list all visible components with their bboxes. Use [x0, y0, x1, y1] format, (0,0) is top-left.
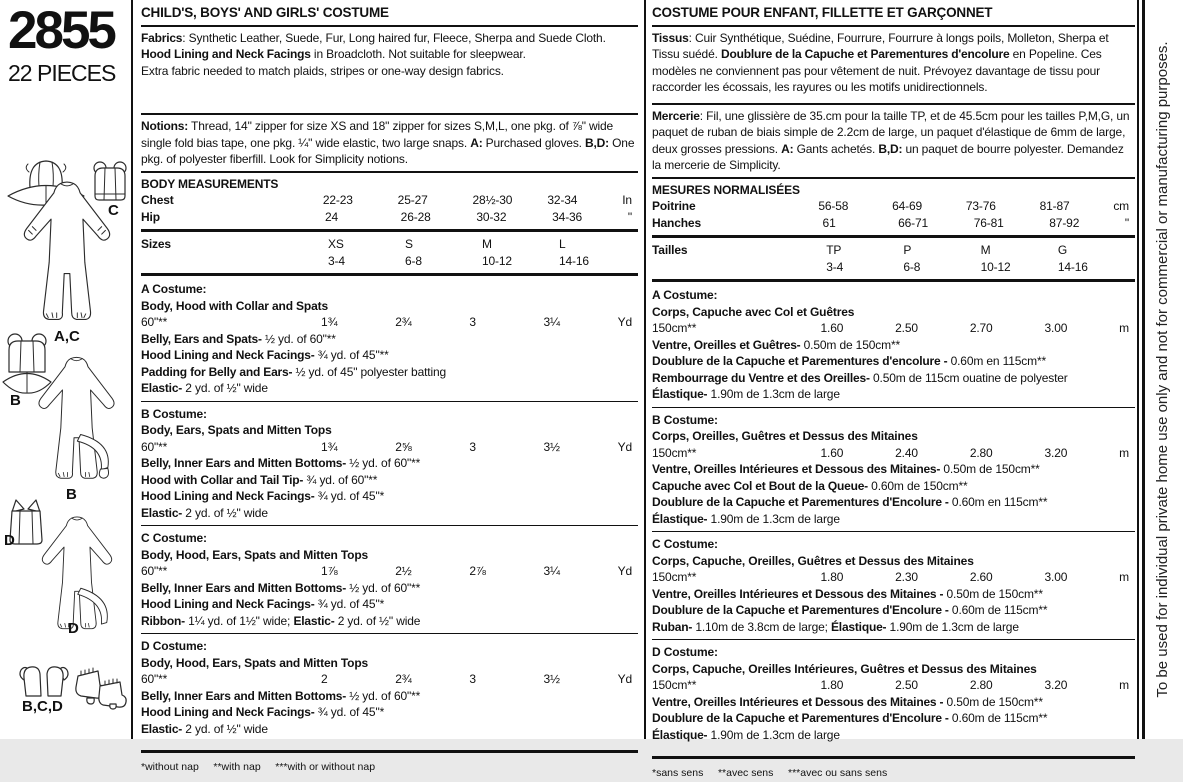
- sizes-range-row: 3-4 6-8 10-12 14-16: [328, 253, 589, 268]
- english-column: [141, 0, 638, 776]
- table-row: Hanches 61 66-71 76-81 87-92 ": [652, 215, 1129, 230]
- notions-label: Notions:: [141, 119, 189, 133]
- en-body-measurements: [141, 176, 638, 270]
- rule: [652, 531, 1135, 532]
- sizes-range-row: 3-4 6-8 10-12 14-16: [826, 259, 1088, 274]
- jumpsuit-ac-icon: [12, 176, 122, 326]
- fr-title: COSTUME POUR ENFANT, FILLETTE ET GARÇONNET: [652, 5, 993, 20]
- rule: [141, 171, 638, 173]
- rule: [652, 756, 1135, 759]
- disclaimer-column: [1146, 0, 1183, 739]
- figure-label: C: [108, 202, 119, 219]
- divider-right-thin: [1137, 0, 1139, 739]
- figure-mittens: [18, 660, 78, 720]
- fr-costume-c: C Costume: Corps, Capuche, Oreilles, Guêtres et Dessus des Mitaines 150cm** 1.80 2.30 2.60 3.00 m Ventre, Oreilles Intérieures et Dessous des Mitaines - 0.50m de 150cm** Doublure de la Capuche et Parementures d'Encolure - 0.60m de 115cm** Ruban- 1.10m de 3.8cm de large; Élastique- 1.90m de 1.3cm de large: [652, 535, 1135, 636]
- yardage-row: 150cm** 1.80 2.30 2.60 3.00 m: [652, 570, 1130, 584]
- divider-columns: [644, 0, 646, 739]
- rule: [141, 229, 638, 232]
- yardage-row: 60"** 1¾ 2⅝ 3 3½ Yd: [141, 439, 632, 454]
- pattern-number: 2855: [8, 1, 114, 60]
- rule: [141, 273, 638, 276]
- rule: [652, 235, 1135, 238]
- yardage-row: 60"** 1¾ 2¾ 3 3¼ Yd: [141, 315, 632, 329]
- rule: [652, 25, 1135, 27]
- jumpsuit-d-icon: [26, 512, 128, 634]
- en-costume-a: A Costume: Body, Hood with Collar and Spats 60"** 1¾ 2¾ 3 3¼ Yd Belly, Ears and Spats- ½ yd. of 60"** Hood Lining and Neck Facings- ¾ yd. of 45"** Padding for Belly and Ears- ½ yd. of 45" polyester batting Elastic- 2 yd. of ½" wide: [141, 280, 638, 398]
- fr-footnote: *sans sens **avec sens ***avec ou sans sens: [652, 767, 888, 779]
- figure-label: D: [68, 620, 79, 637]
- table-row: Chest 22-23 25-27 28½-30 32-34 In: [141, 193, 632, 207]
- rule: [652, 639, 1135, 640]
- en-footnote: *without nap **with nap ***with or without nap: [141, 761, 376, 773]
- fr-costume-d: D Costume: Corps, Capuche, Oreilles Intérieures, Guêtres et Dessus des Mitaines 150cm** 1.80 2.50 2.80 3.20 m Ventre, Oreilles Intérieures et Dessous des Mitaines - 0.50m de 150cm** Doublure de la Capuche et Parementures d'Encolure - 0.60m de 115cm** Élastique- 1.90m de 1.3cm de large: [652, 643, 1135, 744]
- table-row: Poitrine 56-58 64-69 73-76 81-87 cm: [652, 199, 1130, 213]
- figure-label: D: [4, 532, 15, 549]
- spacer: [141, 79, 638, 110]
- rule: [141, 525, 638, 526]
- piece-count: 22 PIECES: [8, 60, 116, 86]
- fr-costume-b: B Costume: Corps, Oreilles, Guêtres et Dessus des Mitaines 150cm** 1.60 2.40 2.80 3.20 m Ventre, Oreilles Intérieures et Dessous des Mitaines- 0.50m de 150cm** Capuche avec Col et Bout de la Queue- 0.60m de 150cm** Doublure de la Capuche et Parementures d'Encolure - 0.60m en 115cm** Élastique- 1.90m de 1.3cm de large: [652, 411, 1135, 529]
- yardage-row: 60"** 2 2¾ 3 3½ Yd: [141, 672, 632, 686]
- rule: [652, 407, 1135, 408]
- rule: [141, 113, 638, 115]
- sizes-row: Tailles TP P M G: [652, 243, 1067, 257]
- table-title: MESURES NORMALISÉES: [652, 182, 800, 197]
- french-column: [652, 0, 1135, 782]
- home-use-disclaimer: To be used for individual private home use only and not for commercial or manufacturing purposes.: [1154, 41, 1171, 698]
- sizes-row: Sizes XS S M L: [141, 237, 566, 251]
- rule: [141, 750, 638, 753]
- table-title: BODY MEASUREMENTS: [141, 176, 279, 191]
- divider-sidebar: [131, 0, 133, 739]
- rule: [652, 103, 1135, 105]
- fr-tissus-paragraph: Tissus: Cuir Synthétique, Suédine, Fourrure, Fourrure à longs poils, Molleton, Sherpa et Tissu suédé. Doublure de la Capuche et Parementures d'encolure en Popeline. Ces modèles ne conviennent pas pour vêtement de nuit. Prévoyez davantage de tissu pour raccorder les écossais, les rayures ou les motifs unidirectionnels.: [652, 30, 1109, 94]
- booties-icon: [74, 664, 128, 710]
- fr-mercerie-paragraph: Mercerie: Fil, une glissière de 35.cm pour la taille TP, et de 45.5cm pour les tailles P,M,G, un paquet de ruban de biais simple de 2.2cm de large, un paquet d'élastique de 6mm de large, deux grosses pressions. A: Gants achetés. B,D: un paquet de bourre polyester. Demandez la mercerie de Simplicity.: [652, 108, 1130, 172]
- yardage-row: 150cm** 1.60 2.40 2.80 3.20 m: [652, 445, 1130, 460]
- figure-label: B: [10, 392, 21, 409]
- yardage-row: 150cm** 1.80 2.50 2.80 3.20 m: [652, 678, 1130, 692]
- fabrics-label: Fabrics: [141, 30, 183, 45]
- figure-label: B,C,D: [22, 698, 63, 715]
- divider-right-thick: [1142, 0, 1145, 739]
- yardage-row: 150cm** 1.60 2.50 2.70 3.00 m: [652, 321, 1130, 335]
- en-title: CHILD'S, BOYS' AND GIRLS' COSTUME: [141, 5, 389, 20]
- sidebar: [0, 0, 130, 739]
- rule: [652, 177, 1135, 179]
- yardage-row: 60"** 1⅞ 2½ 2⅞ 3¼ Yd: [141, 564, 632, 578]
- fr-mesures-normalisees: [652, 182, 1135, 276]
- mittens-icon: [18, 660, 70, 698]
- figure-suit-ac: [12, 176, 124, 352]
- rule: [141, 633, 638, 634]
- fr-costume-a: A Costume: Corps, Capuche avec Col et Guêtres 150cm** 1.60 2.50 2.70 3.00 m Ventre, Oreilles et Guêtres- 0.50m de 150cm** Doublure de la Capuche et Parementures d'encolure - 0.60m en 115cm** Rembourrage du Ventre et des Oreilles- 0.50m de 115cm ouatine de polyester Élastique- 1.90m de 1.3cm de large: [652, 286, 1135, 404]
- figure-label: A,C: [54, 328, 80, 345]
- figure-booties: [74, 664, 130, 714]
- rule: [141, 401, 638, 402]
- rule: [652, 279, 1135, 282]
- en-fabrics-paragraph: Fabrics: Synthetic Leather, Suede, Fur, Long haired fur, Fleece, Sherpa and Suede Cloth. Hood Lining and Neck Facings in Broadcloth. Not suitable for sleepwear. Extra fabric needed to match plaids, stripes or one-way design fabrics.: [141, 30, 606, 78]
- jumpsuit-b-icon: [24, 352, 129, 484]
- en-costume-d: D Costume: Body, Hood, Ears, Spats and Mitten Tops 60"** 2 2¾ 3 3½ Yd Belly, Inner Ears and Mitten Bottoms- ½ yd. of 60"** Hood Lining and Neck Facings- ¾ yd. of 45"* Elastic- 2 yd. of ½" wide: [141, 637, 638, 738]
- mercerie-label: Mercerie: [652, 108, 700, 123]
- en-costume-c: C Costume: Body, Hood, Ears, Spats and Mitten Tops 60"** 1⅞ 2½ 2⅞ 3¼ Yd Belly, Inner Ears and Mitten Bottoms- ½ yd. of 60"** Hood Lining and Neck Facings- ¾ yd. of 45"* Ribbon- 1¼ yd. of 1½" wide; Elastic- 2 yd. of ½" wide: [141, 529, 638, 630]
- figure-label: B: [66, 486, 77, 503]
- tissus-label: Tissus: [652, 30, 689, 45]
- en-notions-paragraph: Notions: Thread, 14" zipper for size XS and 18" zipper for sizes S,M,L, one pkg. of ⅞" wide single fold bias tape, one pkg. ¼" wide elastic, two large snaps. A: Purchased gloves. B,D: One pkg. of polyester fiberfill. Look for Simplicity notions.: [141, 119, 635, 166]
- table-row: Hip 24 26-28 30-32 34-36 ": [141, 209, 632, 224]
- en-costume-b: B Costume: Body, Ears, Spats and Mitten Tops 60"** 1¾ 2⅝ 3 3½ Yd Belly, Inner Ears and Mitten Bottoms- ½ yd. of 60"** Hood with Collar and Tail Tip- ¾ yd. of 60"** Hood Lining and Neck Facings- ¾ yd. of 45"* Elastic- 2 yd. of ½" wide: [141, 405, 638, 523]
- rule: [141, 25, 638, 27]
- figure-suit-b: [24, 352, 132, 502]
- figure-suit-d: [26, 512, 132, 650]
